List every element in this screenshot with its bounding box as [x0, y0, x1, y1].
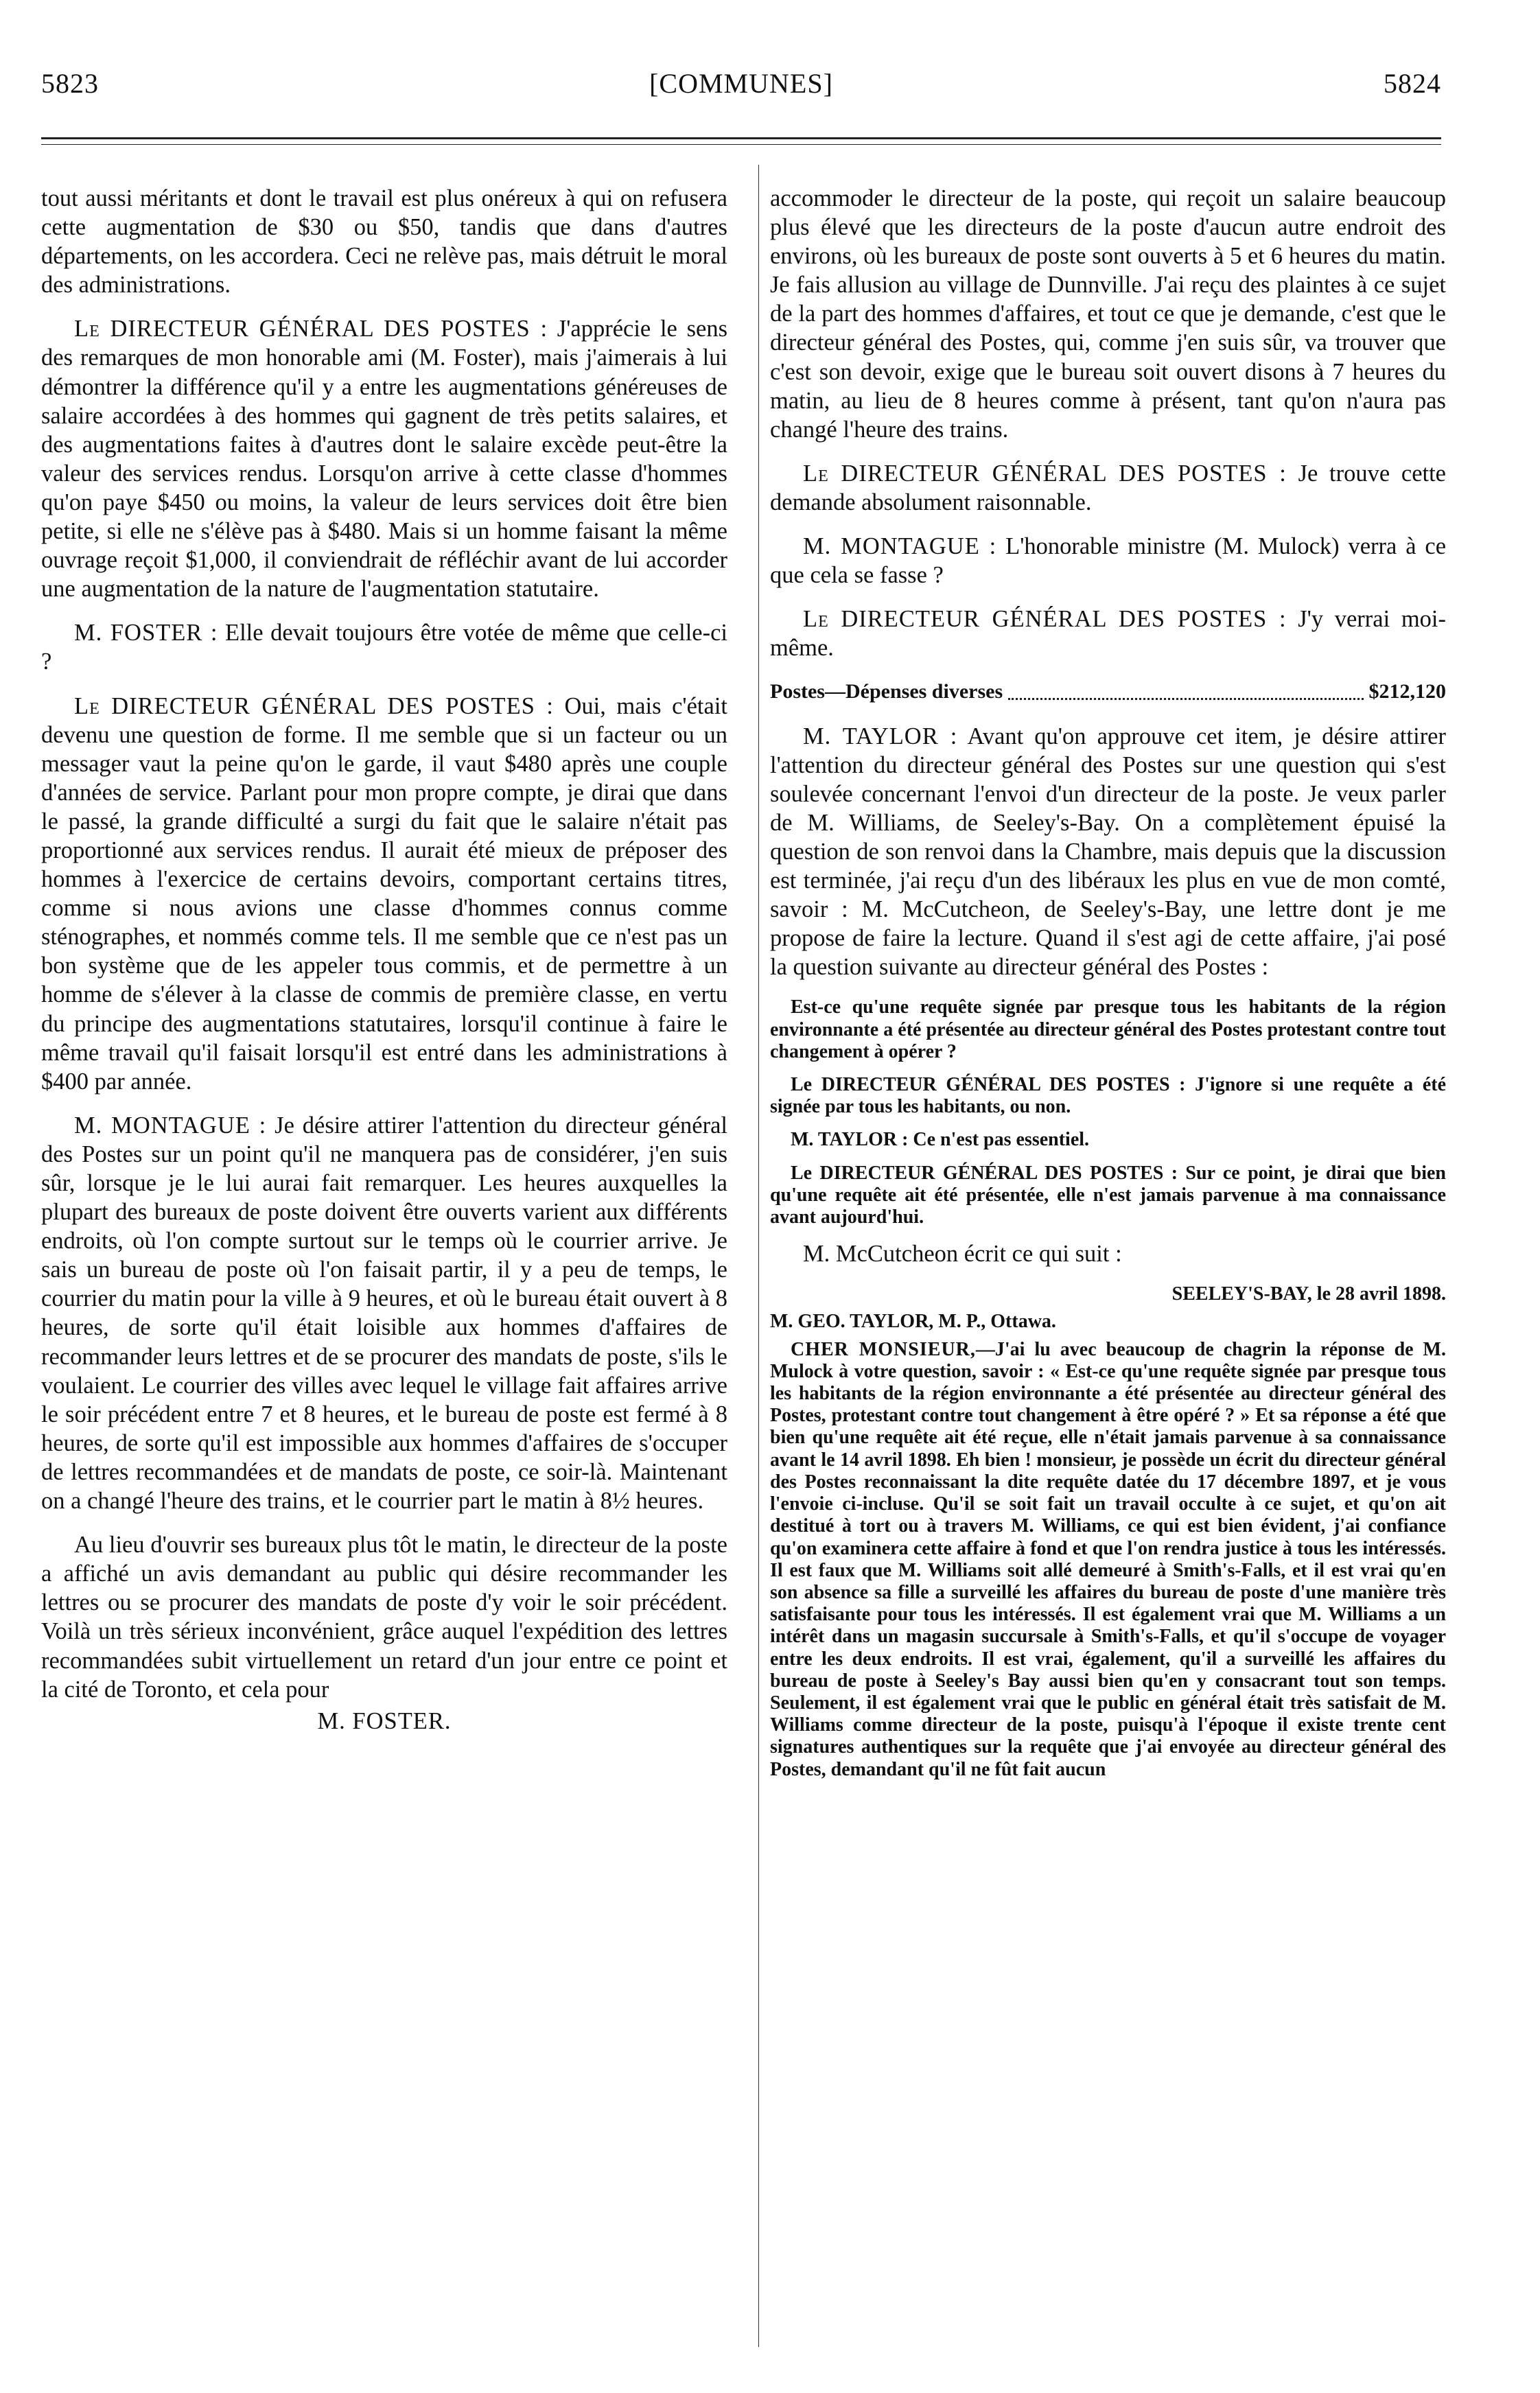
letter-text: —J'ai lu avec beaucoup de chagrin la réponse de M. Mulock à votre question, savoir : « Est-ce qu'une requête signée par presque tous les habitants de la région environnante a été présentée au directeur général des Postes, protestant contre tout changement à être opéré ? » Et sa réponse a été que bien qu'une requête ait été reçue, elle n'était jamais parvenue à sa connaissance avant le 14 avril 1898. Eh bien ! monsieur, je possède un écrit du directeur général des Postes reconnaissant la dite requête datée du 17 décembre 1897, et je vous l'envoie ci-incluse. Qu'il se soit fait un travail occulte à ce sujet, et qu'on ait destitué à tort ou à travers M. Williams, ce qui est bien évident, j'ai confiance qu'on examinera cette affaire à fond et que l'on rendra justice à tous les intéressés. Il est faux que M. Williams soit allé demeuré à Smith's-Falls, et il est vrai qu'en son absence sa fille a surveillé les affaires du bureau de poste d'une manière très satisfaisante pour tous les intéressés. Il est également vrai que M. Williams a un intérêt dans un magasin succursale à Smith's-Falls, et qu'il s'occupe de voyager entre les deux endroits. Il est vrai, également, qu'il a surveillé les affaires du bureau de poste à Seeley's Bay aussi bien qu'en y consacrant tout son temps. Seulement, il est également vrai que le public en général était très satisfait de M. Williams comme directeur de la poste, puisqu'à l'époque il existe trente cent signatures authentiques sur la requête que j'ai envoyée au directeur général des Postes, demandant qu'il ne fût fait aucun [770, 1338, 1446, 1780]
page-number-right: 5824 [1384, 68, 1441, 99]
dot-leader [1008, 677, 1363, 699]
speech-text: Elle devait toujours être votée de même que celle-ci ? [41, 620, 727, 675]
speaker-name: Le DIRECTEUR GÉNÉRAL DES POSTES : [803, 606, 1287, 633]
quoted-remark: M. TAYLOR : Ce n'est pas essentiel. [791, 1129, 1090, 1151]
speaker-name: Le DIRECTEUR GÉNÉRAL DES POSTES : [791, 1073, 1186, 1095]
speech-text: Oui, mais c'était devenu une question de forme. Il me semble que si un facteur ou un messager vaut la peine qu'on le garde, il vaut $480 après une couple d'années de service. Parlant pour mon propre compte, je dirai que dans le passé, la grande difficulté a surgi du fait que le salaire n'était pas proportionné aux services rendus. Il aurait été mieux de préposer des hommes à l'exercice de certains devoirs, comportant certains titres, comme si nous avions une classe d'hommes connus comme sténographes, et nommés comme tels. Il me semble que ce n'est pas un bon système que de les appeler tous commis, et de permettre à un homme de s'élever à la classe de commis de première classe, en vertu du principe des augmentations statutaires, lorsqu'il continue à faire le même travail qu'il faisait lorsqu'il est entré dans les administrations à $400 par année. [41, 692, 727, 1095]
letter-salutation: CHER MONSIEUR, [791, 1338, 976, 1360]
speaker-name: Le DIRECTEUR GÉNÉRAL DES POSTES : [74, 316, 548, 342]
page-number-left: 5823 [41, 68, 99, 99]
speech-text: Je trouve cette demande absolument raisonnable. [770, 460, 1446, 515]
paragraph: Au lieu d'ouvrir ses bureaux plus tôt le matin, le directeur de la poste a affiché un avis demandant au public qui désire recommander les lettres ou se procurer des mandats de poste d'y voir le soir précédent. Voilà un très sérieux inconvénient, grâce auquel l'expédition des lettres recommandées subit virtuellement un retard d'un jour entre ce point et la cité de Toronto, et cela pour [41, 1532, 727, 1703]
speaker-name: Le DIRECTEUR GÉNÉRAL DES POSTES : [803, 460, 1287, 487]
speech-paragraph [41, 692, 727, 1096]
header-rule-thick [41, 137, 1441, 139]
speaker-name: M. TAYLOR : [803, 723, 958, 749]
page-header [41, 67, 1441, 108]
quoted-text: Sur ce point, je dirai que bien qu'une requête ait été présentée, elle n'est jamais parvenue à ma connaissance avant aujourd'hui. [770, 1162, 1447, 1228]
estimate-label: Postes—Dépenses diverses [770, 680, 1003, 703]
speaker-signature: M. FOSTER. [317, 1707, 452, 1734]
paragraph: tout aussi méritants et dont le travail est plus onéreux à qui on refusera cette augmentation de $30 ou $50, tandis que dans d'autres départements, on les accordera. Ceci ne relève pas, mais détruit le moral des administrations. [41, 185, 727, 299]
letter [770, 1283, 1446, 1780]
speech-text: Je désire attirer l'attention du directeur général des Postes sur un point qu'il ne manquera pas de considérer, j'en suis sûr, lorsque je le lui aurai fait remarquer. Les heures auxquelles la plupart des bureaux de poste doivent être ouverts varient aux différents endroits, où l'on compte surtout sur le temps où le courrier arrive. Je sais un bureau de poste où l'on faisait partir, il y a peu de temps, le courrier du matin pour la ville à 9 heures, et où le bureau était ouvert à 8 heures, de sorte qu'il était loisible aux hommes d'affaires de recommander leurs lettres et de se procurer des mandats de poste, s'ils le voulaient. Le courrier des villes avec lequel le village fait affaires arrive le soir précédent entre 7 et 8 heures, et le bureau de poste est fermé à 8 heures, de sorte qu'il est impossible aux hommes d'affaires de s'occuper de lettres recommandées et de mandats de poste, ce soir-là. Maintenant on a changé l'heure des trains, et le courrier part le matin à 8½ heures. [41, 1112, 727, 1515]
letter-dateline: SEELEY'S-BAY, le 28 avril 1898. [1171, 1283, 1446, 1305]
letter-addressee: M. GEO. TAYLOR, M. P., Ottawa. [770, 1311, 1056, 1333]
left-column [41, 184, 727, 1736]
speaker-name: M. MONTAGUE : [803, 533, 997, 560]
quoted-exchange [770, 996, 1446, 1228]
speech-text: J'apprécie le sens des remarques de mon honorable ami (M. Foster), mais j'aimerais à lui démontrer la différence qu'il y a entre les augmentations généreuses de salaire accordées à des hommes qui gagnent de très petits salaires, et des augmentations faites à d'autres dont le salaire excède peut-être la valeur des services rendus. Lorsqu'on arrive à cette classe d'hommes qu'on paye $450 ou moins, la valeur de leurs services doit être bien petite, si elle ne s'élève pas à $480. Mais si un homme faisant la même ouvrage reçoit $1,000, il conviendrait de réfléchir avant de lui accorder une augmentation de la nature de l'augmentation statutaire. [41, 316, 727, 603]
speaker-name: M. FOSTER : [74, 620, 218, 646]
speech-paragraph [41, 314, 727, 603]
speech-paragraph [770, 459, 1446, 517]
speech-paragraph [770, 722, 1446, 982]
letter-body [770, 1339, 1446, 1781]
speaker-name: M. MONTAGUE : [74, 1112, 267, 1139]
paragraph: accommoder le directeur de la poste, qui reçoit un salaire beaucoup plus élevé que les directeurs de la poste d'aucun autre endroit des environs, où les bureaux de poste sont ouverts à 5 et 6 heures du matin. Je fais allusion au village de Dunnville. J'ai reçu des plaintes à ce sujet de la part des hommes d'affaires, et tout ce que je demande, c'est que le directeur général des Postes, qui, comme j'en suis sûr, va trouver que c'est son devoir, exige que le bureau soit ouvert disons à 7 heures du matin, au lieu de 8 heures comme à présent, tant qu'on n'aura pas changé l'heure des trains. [770, 185, 1446, 443]
quoted-question: Est-ce qu'une requête signée par presque tous les habitants de la région environnante a été présentée au directeur général des Postes protestant contre tout changement à opérer ? [770, 996, 1446, 1062]
quoted-answer [770, 1074, 1446, 1118]
quoted-answer [770, 1163, 1446, 1229]
estimate-line [770, 677, 1446, 706]
speech-paragraph [41, 1111, 727, 1515]
right-column [770, 184, 1446, 1792]
page-title: [COMMUNES] [649, 68, 833, 99]
quoted-text: J'ignore si une requête a été signée par tous les habitants, ou non. [770, 1073, 1446, 1118]
speech-text: L'honorable ministre (M. Mulock) verra à ce que cela se fasse ? [770, 533, 1447, 589]
speech-paragraph [770, 605, 1446, 662]
speech-paragraph [41, 618, 727, 676]
speaker-name: Le DIRECTEUR GÉNÉRAL DES POSTES : [791, 1162, 1178, 1184]
speech-paragraph [770, 532, 1446, 590]
column-divider [758, 165, 759, 2347]
estimate-amount: $212,120 [1368, 680, 1446, 703]
speech-text: J'y verrai moi-même. [770, 606, 1446, 662]
speaker-name: Le DIRECTEUR GÉNÉRAL DES POSTES : [74, 692, 554, 719]
header-rule-thin [41, 144, 1441, 145]
paragraph: M. McCutcheon écrit ce qui suit : [803, 1241, 1122, 1268]
speech-text: Avant qu'on approuve cet item, je désire attirer l'attention du directeur général des Postes sur une question qui s'est soulevée concernant l'envoi d'un directeur de la poste. Je veux parler de M. Williams, de Seeley's-Bay. On a complètement épuisé la question de son renvoi dans la Chambre, mais depuis que la discussion est terminée, j'ai reçu d'un des libéraux les plus en vue de mon comté, savoir : M. McCutcheon, de Seeley's-Bay, une lettre dont je me propose de faire la lecture. Quand il s'est agi de cette affaire, j'ai posé la question suivante au directeur général des Postes : [770, 723, 1446, 981]
